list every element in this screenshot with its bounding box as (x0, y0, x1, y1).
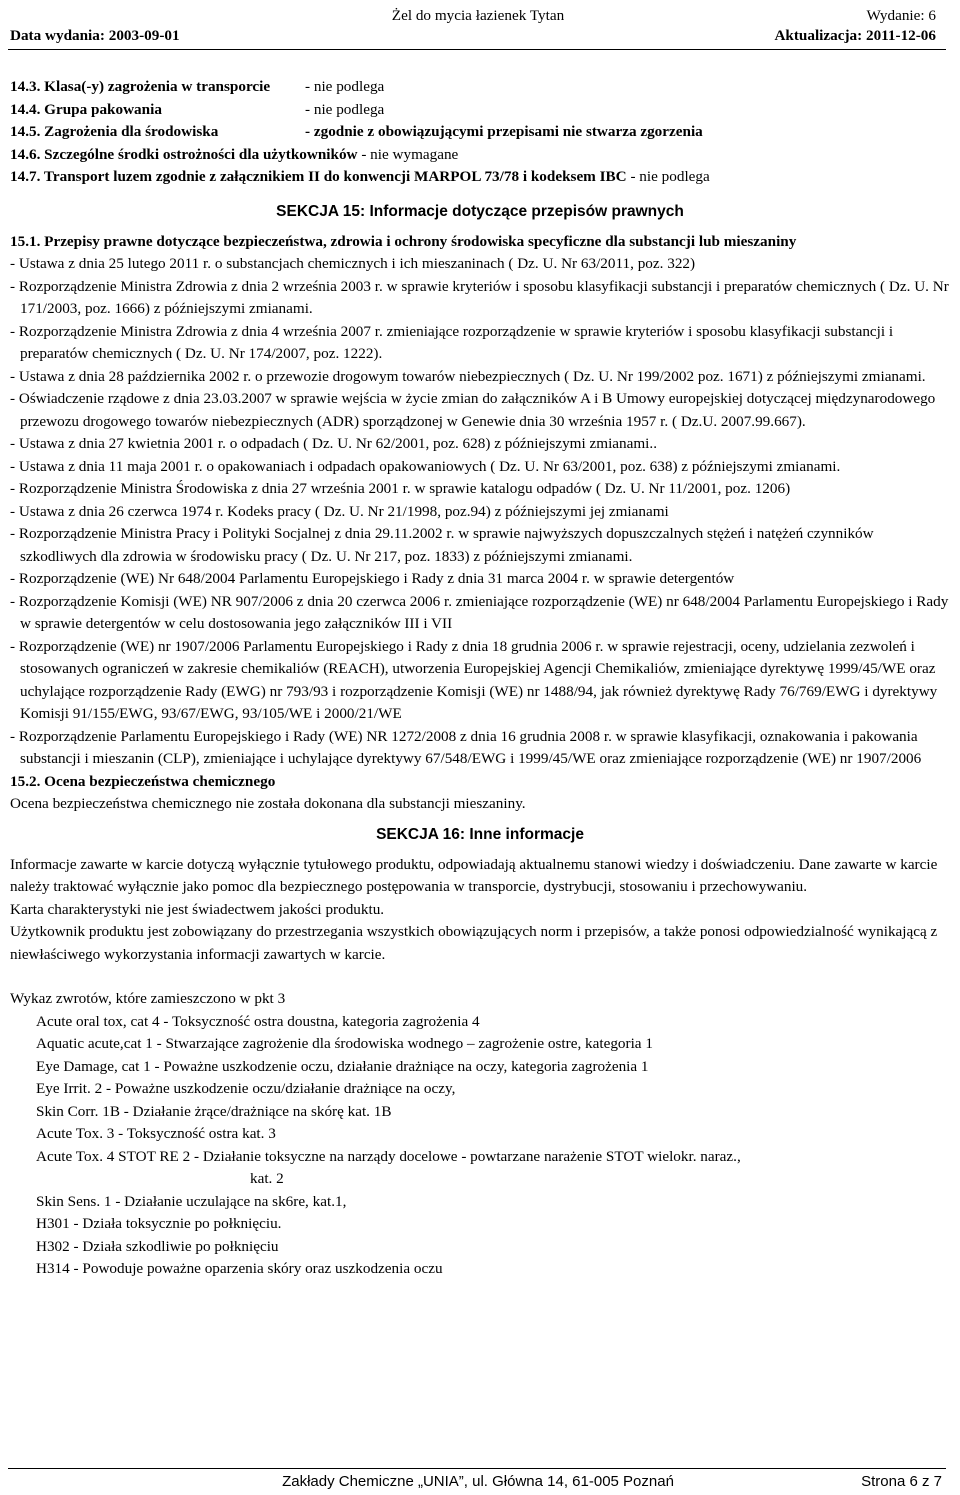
page-footer (10, 1472, 946, 1492)
regulation-item: - Rozporządzenie Komisji (WE) NR 907/2006 z dnia 20 czerwca 2006 r. zmieniające rozporządzenie (WE) nr 648/2004 Parlamentu Europejskiego i Rady w sprawie detergentów w celu dostosowania jego załączników III i VII (10, 592, 949, 632)
regulation-item: - Rozporządzenie Ministra Zdrowia z dnia 2 września 2003 r. w sprawie kryteriów i sposobu klasyfikacji substancji i preparatów chemicznych ( Dz. U. Nr 171/2003, poz. 1666) z późniejszymi zmianami. (10, 277, 949, 317)
regulation-item: - Rozporządzenie Parlamentu Europejskiego i Rady (WE) NR 1272/2008 z dnia 16 grudnia 2008 r. w sprawie klasyfikacji, oznakowania i pakowania substancji i mieszanin (CLP), zmieniające i uchylające dyrektywy 67/548/EWG i 1999/45/WE oraz zmieniające rozporządzenie (WE) nr 1907/2006 (10, 727, 922, 767)
section-14-item: 14.6. Szczególne środki ostrożności dla użytkowników - nie wymagane (10, 145, 459, 163)
phrase-item: Skin Sens. 1 - Działanie uczulające na sk6re, kat.1, (36, 1192, 347, 1210)
issue-date: Data wydania: 2003-09-01 (10, 27, 180, 44)
section-14-item: 14.3. Klasa(-y) zagrożenia w transporcie - nie podlega (10, 78, 385, 95)
header-divider (8, 49, 946, 50)
section-14-list (10, 76, 950, 189)
regulation-item: - Rozporządzenie Ministra Pracy i Polityki Socjalnej z dnia 29.11.2002 r. w sprawie najwyższych dopuszczalnych stężeń i natężeń czynników szkodliwych dla zdrowia w środowisku pracy ( Dz. U. Nr 217, poz. 1833) z późniejszymi zmianami. (10, 525, 874, 565)
section-14-item: 14.7. Transport luzem zgodnie z załącznikiem II do konwencji MARPOL 73/78 i kodeksem IBC - nie podlega (10, 168, 710, 185)
phrases-intro: Wykaz zwrotów, które zamieszczono w pkt 3 (10, 990, 286, 1007)
regulation-item: - Rozporządzenie (WE) Nr 648/2004 Parlamentu Europejskiego i Rady z dnia 31 marca 2004 r. w sprawie detergentów (10, 570, 735, 587)
regulation-item: - Ustawa z dnia 26 czerwca 1974 r. Kodeks pracy ( Dz. U. Nr 21/1998, poz.94) z późniejszymi jej zmianami (10, 502, 669, 520)
section-14-item: 14.4. Grupa pakowania - nie podlega (10, 100, 385, 118)
phrase-item: Eye Damage, cat 1 - Poważne uszkodzenie oczu, działanie drażniące na oczy, kategoria zagrożenia 1 (36, 1057, 649, 1075)
page-header (10, 6, 946, 48)
update-date: Aktualizacja: 2011-12-06 (774, 27, 936, 44)
phrase-item: H314 - Powoduje poważne oparzenia skóry oraz uszkodzenia oczu (36, 1260, 443, 1277)
phrase-list (10, 1011, 950, 1281)
product-name: Żel do mycia łazienek Tytan (391, 7, 565, 24)
regulation-item: - Oświadczenie rządowe z dnia 23.03.2007 w sprawie wejścia w życie zmian do załączników A i B Umowy europejskiej dotyczącej międzynarodowego przewozu drogowego towarów niebezpiecznych (ADR) sporządzonej w Genewie dnia 30 września 1957 r. ( Dz.U. 2007.99.667). (10, 390, 936, 430)
phrase-item: Skin Corr. 1B - Działanie żrące/drażniące na skórę kat. 1B (36, 1102, 392, 1120)
section-16-title: SEKCJA 16: Inne informacje (376, 825, 584, 843)
regulation-item: - Rozporządzenie (WE) nr 1907/2006 Parlamentu Europejskiego i Rady z dnia 18 grudnia 2006 r. w sprawie rejestracji, oceny, udzielania zezwoleń i stosowanych ograniczeń w zakresie chemikaliów (REACH), utworzenia Europejskiej Agencji Chemikaliów, zmieniające dyrektywę 1999/45/WE oraz uchylające rozporządzenie Rady (EWG) nr 793/93 i rozporządzenie Komisji (WE) nr 1488/94, jak również dyrektywę Rady 76/769/EWG i dyrektywy Komisji 91/155/EWG, 93/67/EWG, 93/105/WE i 2000/21/WE (10, 637, 938, 722)
phrase-item: H301 - Działa toksycznie po połknięciu. (36, 1215, 282, 1232)
section-16-paragraph: Użytkownik produktu jest zobowiązany do przestrzegania wszystkich obowiązujących norm i przepisów, a także ponosi odpowiedzialność wynikającą z niewłaściwego wykorzystania informacji zawartych w karcie. (10, 923, 938, 963)
page-number: Strona 6 z 7 (861, 1473, 942, 1490)
regulation-item: - Ustawa z dnia 25 lutego 2011 r. o substancjach chemicznych i ich mieszaninach ( Dz. U. Nr 63/2011, poz. 322) (10, 255, 696, 272)
phrase-item: Acute Tox. 3 - Toksyczność ostra kat. 3 (36, 1125, 276, 1142)
section-14-item: 14.5. Zagrożenia dla środowiska - zgodnie z obowiązującymi przepisami nie stwarza zgorzenia (10, 123, 703, 140)
section-15-2-heading: 15.2. Ocena bezpieczeństwa chemicznego (10, 772, 276, 790)
footer-divider (8, 1468, 946, 1469)
spacer (10, 966, 950, 988)
document-body (10, 76, 950, 1281)
section-16-paragraph: Karta charakterystyki nie jest świadectwem jakości produktu. (10, 900, 385, 918)
section-15-title: SEKCJA 15: Informacje dotyczące przepisów prawnych (276, 202, 684, 220)
edition: Wydanie: 6 (866, 7, 936, 24)
phrase-item: Aquatic acute,cat 1 - Stwarzające zagrożenie dla środowiska wodnego – zagrożenie ostre, kategoria 1 (36, 1035, 653, 1052)
regulation-list (10, 253, 950, 771)
phrase-item: Acute Tox. 4 STOT RE 2 - Działanie toksyczne na narządy docelowe - powtarzane narażenie STOT wielokr. naraz., (36, 1147, 741, 1165)
phrase-item: Acute oral tox, cat 4 - Toksyczność ostra doustna, kategoria zagrożenia 4 (36, 1012, 480, 1030)
phrase-item: H302 - Działa szkodliwie po połknięciu (36, 1237, 279, 1255)
regulation-item: - Ustawa z dnia 11 maja 2001 r. o opakowaniach i odpadach opakowaniowych ( Dz. U. Nr 63/2001, poz. 638) z późniejszymi zmianami. (10, 457, 841, 475)
section-16-paragraph: Informacje zawarte w karcie dotyczą wyłącznie tytułowego produktu, odpowiadają aktualnemu stanowi wiedzy i doświadczeniu. Dane zawarte w karcie należy traktować wyłącznie jako pomoc dla bezpiecznego postępowania w transporcie, dystrybucji, stosowaniu i przechowywaniu. (10, 855, 938, 895)
regulation-item: - Ustawa z dnia 28 października 2002 r. o przewozie drogowym towarów niebezpiecznych ( Dz. U. Nr 199/2002 poz. 1671) z późniejszymi zmianami. (10, 367, 926, 385)
company-address: Zakłady Chemiczne „UNIA”, ul. Główna 14, 61-005 Poznań (282, 1473, 674, 1490)
section-15-2-text: Ocena bezpieczeństwa chemicznego nie została dokonana dla substancji mieszaniny. (10, 795, 526, 812)
regulation-item: - Ustawa z dnia 27 kwietnia 2001 r. o odpadach ( Dz. U. Nr 62/2001, poz. 628) z późniejszymi zmianami.. (10, 435, 657, 452)
phrase-item: Eye Irrit. 2 - Poważne uszkodzenie oczu/działanie drażniące na oczy, (36, 1080, 456, 1097)
regulation-item: - Rozporządzenie Ministra Zdrowia z dnia 4 września 2007 r. zmieniające rozporządzenie w sprawie kryteriów i sposobu klasyfikacji substancji i preparatów chemicznych ( Dz. U. Nr 174/2007, poz. 1222). (10, 322, 894, 362)
section-15-1-heading: 15.1. Przepisy prawne dotyczące bezpieczeństwa, zdrowia i ochrony środowiska specyficzne dla substancji lub mieszaniny (10, 232, 797, 250)
phrase-continuation: kat. 2 (250, 1170, 284, 1187)
regulation-item: - Rozporządzenie Ministra Środowiska z dnia 27 września 2001 r. w sprawie katalogu odpadów ( Dz. U. Nr 11/2001, poz. 1206) (10, 480, 791, 497)
